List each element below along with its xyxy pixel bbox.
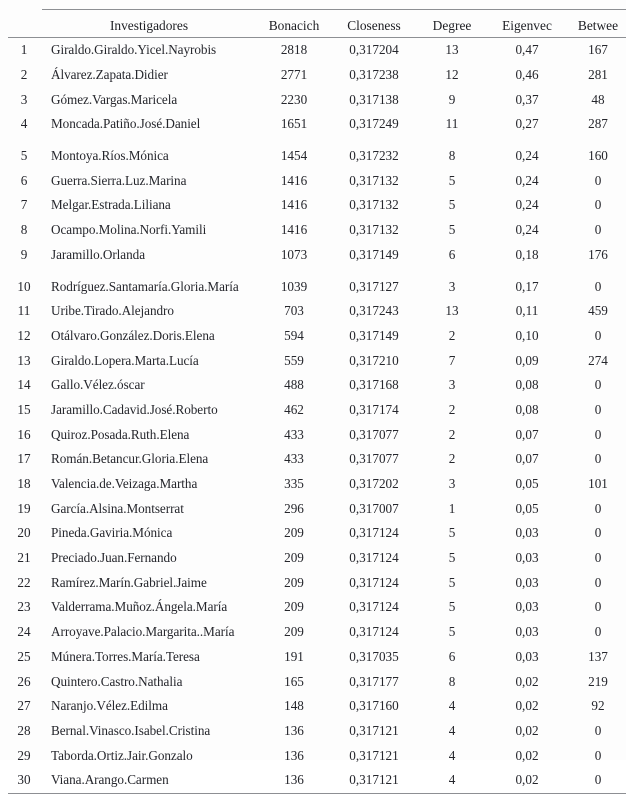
- row-eigenvec: 0,46: [515, 67, 539, 83]
- row-index: 15: [17, 401, 31, 417]
- row-degree: 5: [448, 197, 456, 213]
- row-index: 24: [17, 624, 31, 640]
- table-row: [8, 743, 626, 768]
- row-eigenvec: 0,02: [515, 747, 539, 763]
- row-bonacich: 335: [284, 476, 304, 492]
- row-bonacich: 209: [284, 599, 304, 615]
- row-bonacich: 1416: [280, 222, 308, 238]
- row-betwee: 101: [588, 476, 608, 492]
- row-betwee: 0: [594, 747, 602, 763]
- row-index: 27: [17, 698, 31, 714]
- row-investigador: Viana.Arango.Carmen: [51, 772, 169, 788]
- row-closeness: 0,317077: [349, 451, 399, 467]
- row-closeness: 0,317124: [349, 550, 399, 566]
- row-closeness: 0,317202: [349, 476, 399, 492]
- row-index: 1: [20, 42, 28, 58]
- row-bonacich: 433: [284, 426, 304, 442]
- row-betwee: 281: [588, 67, 608, 83]
- row-betwee: 0: [594, 574, 602, 590]
- row-degree: 5: [448, 222, 456, 238]
- top-rule-segment: [332, 0, 416, 10]
- table-row: [8, 193, 626, 218]
- row-index: 13: [17, 352, 31, 368]
- row-bonacich: 136: [284, 722, 304, 738]
- row-eigenvec: 0,08: [515, 401, 539, 417]
- row-degree: 4: [448, 722, 456, 738]
- row-degree: 4: [448, 698, 456, 714]
- row-index: 3: [20, 91, 28, 107]
- row-eigenvec: 0,05: [515, 500, 539, 516]
- bottom-rule: [8, 793, 626, 804]
- row-betwee: 0: [594, 278, 602, 294]
- row-betwee: 176: [588, 246, 608, 262]
- row-bonacich: 2230: [280, 91, 308, 107]
- row-investigador: Arroyave.Palacio.Margarita..María: [51, 624, 235, 640]
- row-degree: 4: [448, 747, 456, 763]
- row-investigador: Montoya.Ríos.Mónica: [51, 148, 169, 164]
- row-betwee: 0: [594, 624, 602, 640]
- row-bonacich: 1073: [280, 246, 308, 262]
- row-closeness: 0,317007: [349, 500, 399, 516]
- column-header-degree: Degree: [416, 10, 488, 38]
- column-header-index: [8, 10, 42, 38]
- table-row: [8, 472, 626, 497]
- row-degree: 11: [445, 116, 459, 132]
- row-bonacich: 1651: [280, 116, 308, 132]
- row-degree: 3: [448, 278, 456, 294]
- row-betwee: 287: [588, 116, 608, 132]
- row-eigenvec: 0,24: [515, 197, 539, 213]
- row-betwee: 0: [594, 722, 602, 738]
- row-betwee: 219: [588, 673, 608, 689]
- row-bonacich: 296: [284, 500, 304, 516]
- row-eigenvec: 0,37: [515, 91, 539, 107]
- row-closeness: 0,317124: [349, 624, 399, 640]
- row-index: 21: [17, 550, 31, 566]
- row-investigador: Naranjo.Vélez.Edilma: [51, 698, 168, 714]
- table-row: [8, 570, 626, 595]
- table-row: [8, 768, 626, 793]
- row-eigenvec: 0,03: [515, 574, 539, 590]
- row-investigador: Preciado.Juan.Fernando: [51, 550, 177, 566]
- column-header-investigadores: Investigadores: [42, 10, 256, 38]
- row-betwee: 0: [594, 197, 602, 213]
- row-investigador: Quintero.Castro.Nathalia: [51, 673, 183, 689]
- row-betwee: 274: [588, 352, 608, 368]
- top-rule-segment: [416, 0, 488, 10]
- row-eigenvec: 0,07: [515, 426, 539, 442]
- column-header-bonacich: Bonacich: [256, 10, 332, 38]
- row-index: 14: [17, 377, 31, 393]
- table-row: [8, 168, 626, 193]
- row-index: 22: [17, 574, 31, 590]
- row-betwee: 0: [594, 525, 602, 541]
- row-betwee: 0: [594, 426, 602, 442]
- row-index: 30: [17, 772, 31, 788]
- row-investigador: Taborda.Ortiz.Jair.Gonzalo: [51, 747, 193, 763]
- row-betwee: 167: [588, 42, 608, 58]
- row-bonacich: 1416: [280, 172, 308, 188]
- researchers-centrality-table: [8, 0, 626, 804]
- row-eigenvec: 0,24: [515, 172, 539, 188]
- row-investigador: Giraldo.Lopera.Marta.Lucía: [51, 352, 199, 368]
- row-investigador: Álvarez.Zapata.Didier: [51, 67, 168, 83]
- row-bonacich: 1454: [280, 148, 308, 164]
- row-investigador: Jaramillo.Orlanda: [51, 246, 145, 262]
- row-degree: 2: [448, 451, 456, 467]
- row-eigenvec: 0,03: [515, 648, 539, 664]
- row-index: 28: [17, 722, 31, 738]
- row-closeness: 0,317177: [349, 673, 399, 689]
- row-investigador: Guerra.Sierra.Luz.Marina: [51, 172, 187, 188]
- table-row: [8, 546, 626, 571]
- row-betwee: 48: [591, 91, 605, 107]
- row-bonacich: 433: [284, 451, 304, 467]
- row-investigador: Melgar.Estrada.Liliana: [51, 197, 171, 213]
- row-degree: 1: [448, 500, 456, 516]
- top-rule-segment: [256, 0, 332, 10]
- row-bonacich: 209: [284, 525, 304, 541]
- row-closeness: 0,317204: [349, 42, 399, 58]
- row-closeness: 0,317121: [349, 747, 399, 763]
- row-eigenvec: 0,08: [515, 377, 539, 393]
- column-header-eigenvec: Eigenvec: [488, 10, 566, 38]
- table-row: [8, 218, 626, 243]
- row-index: 2: [20, 67, 28, 83]
- row-eigenvec: 0,10: [515, 327, 539, 343]
- row-index: 9: [20, 246, 28, 262]
- row-degree: 5: [448, 599, 456, 615]
- row-bonacich: 462: [284, 401, 304, 417]
- table-row: [8, 719, 626, 744]
- row-index: 26: [17, 673, 31, 689]
- row-eigenvec: 0,27: [515, 116, 539, 132]
- row-closeness: 0,317124: [349, 599, 399, 615]
- table-row: [8, 422, 626, 447]
- table-row: [8, 398, 626, 423]
- row-degree: 2: [448, 426, 456, 442]
- row-investigador: Quiroz.Posada.Ruth.Elena: [51, 426, 190, 442]
- row-closeness: 0,317124: [349, 525, 399, 541]
- row-investigador: Jaramillo.Cadavid.José.Roberto: [51, 401, 218, 417]
- row-eigenvec: 0,24: [515, 148, 539, 164]
- row-degree: 8: [448, 148, 456, 164]
- row-eigenvec: 0,03: [515, 624, 539, 640]
- table-row: [8, 38, 626, 63]
- top-rule-segment: [42, 0, 256, 10]
- table-row: [8, 373, 626, 398]
- row-investigador: Valencia.de.Veizaga.Martha: [51, 476, 198, 492]
- row-closeness: 0,317249: [349, 116, 399, 132]
- table-header-row: [8, 10, 626, 38]
- row-index: 12: [17, 327, 31, 343]
- row-eigenvec: 0,47: [515, 42, 539, 58]
- table-row: [8, 645, 626, 670]
- row-index: 16: [17, 426, 31, 442]
- top-rule-segment: [566, 0, 626, 10]
- table-row: [8, 447, 626, 472]
- row-index: 11: [17, 303, 31, 319]
- table-row: [8, 620, 626, 645]
- row-investigador: Gallo.Vélez.óscar: [51, 377, 145, 393]
- row-closeness: 0,317238: [349, 67, 399, 83]
- table-row: [8, 669, 626, 694]
- row-closeness: 0,317124: [349, 574, 399, 590]
- row-closeness: 0,317127: [349, 278, 399, 294]
- row-betwee: 160: [588, 148, 608, 164]
- table-row: [8, 87, 626, 112]
- row-degree: 9: [448, 91, 456, 107]
- row-betwee: 0: [594, 599, 602, 615]
- table-row: [8, 144, 626, 169]
- row-investigador: Moncada.Patiño.José.Daniel: [51, 116, 201, 132]
- top-rule-segment: [488, 0, 566, 10]
- row-bonacich: 1416: [280, 197, 308, 213]
- row-closeness: 0,317243: [349, 303, 399, 319]
- row-eigenvec: 0,05: [515, 476, 539, 492]
- row-investigador: Uribe.Tirado.Alejandro: [51, 303, 174, 319]
- table-row: [8, 112, 626, 144]
- row-bonacich: 209: [284, 550, 304, 566]
- row-closeness: 0,317174: [349, 401, 399, 417]
- row-degree: 3: [448, 476, 456, 492]
- row-investigador: Valderrama.Muñoz.Ángela.María: [51, 599, 228, 615]
- row-betwee: 0: [594, 377, 602, 393]
- row-closeness: 0,317149: [349, 246, 399, 262]
- row-bonacich: 1039: [280, 278, 308, 294]
- table-body: [8, 38, 626, 794]
- row-betwee: 0: [594, 327, 602, 343]
- row-betwee: 0: [594, 222, 602, 238]
- row-investigador: Otálvaro.González.Doris.Elena: [51, 327, 215, 343]
- table-row: [8, 243, 626, 275]
- row-degree: 8: [448, 673, 456, 689]
- row-degree: 7: [448, 352, 456, 368]
- row-index: 17: [17, 451, 31, 467]
- top-rule-spacer: [8, 0, 42, 10]
- row-bonacich: 209: [284, 574, 304, 590]
- row-eigenvec: 0,02: [515, 772, 539, 788]
- table-row: [8, 496, 626, 521]
- table-row: [8, 324, 626, 349]
- row-degree: 5: [448, 172, 456, 188]
- table-top-rule-row: [8, 0, 626, 10]
- table-row: [8, 521, 626, 546]
- row-betwee: 0: [594, 401, 602, 417]
- row-eigenvec: 0,11: [515, 303, 539, 319]
- row-investigador: Román.Betancur.Gloria.Elena: [51, 451, 209, 467]
- row-degree: 12: [445, 67, 459, 83]
- row-bonacich: 191: [284, 648, 304, 664]
- row-investigador: Bernal.Vinasco.Isabel.Cristina: [51, 722, 211, 738]
- row-betwee: 0: [594, 772, 602, 788]
- table-foot: [8, 793, 626, 804]
- row-index: 19: [17, 500, 31, 516]
- row-closeness: 0,317121: [349, 772, 399, 788]
- table-row: [8, 595, 626, 620]
- row-bonacich: 165: [284, 673, 304, 689]
- row-degree: 13: [445, 303, 459, 319]
- table-row: [8, 694, 626, 719]
- table-row: [8, 348, 626, 373]
- row-degree: 2: [448, 327, 456, 343]
- row-bonacich: 2818: [280, 42, 308, 58]
- row-degree: 4: [448, 772, 456, 788]
- row-eigenvec: 0,18: [515, 246, 539, 262]
- table-bottom-rule-row: [8, 793, 626, 804]
- row-degree: 5: [448, 574, 456, 590]
- row-betwee: 0: [594, 500, 602, 516]
- row-bonacich: 559: [284, 352, 304, 368]
- row-investigador: Rodríguez.Santamaría.Gloria.María: [51, 278, 239, 294]
- row-investigador: Gómez.Vargas.Maricela: [51, 91, 178, 107]
- row-bonacich: 136: [284, 747, 304, 763]
- row-betwee: 137: [588, 648, 608, 664]
- row-bonacich: 209: [284, 624, 304, 640]
- row-degree: 5: [448, 624, 456, 640]
- row-eigenvec: 0,17: [515, 278, 539, 294]
- row-index: 29: [17, 747, 31, 763]
- row-index: 20: [17, 525, 31, 541]
- row-index: 7: [20, 197, 28, 213]
- row-investigador: Pineda.Gaviria.Mónica: [51, 525, 173, 541]
- row-closeness: 0,317168: [349, 377, 399, 393]
- row-investigador: García.Alsina.Montserrat: [51, 500, 184, 516]
- row-degree: 13: [445, 42, 459, 58]
- row-eigenvec: 0,03: [515, 525, 539, 541]
- row-closeness: 0,317035: [349, 648, 399, 664]
- row-closeness: 0,317160: [349, 698, 399, 714]
- row-eigenvec: 0,02: [515, 673, 539, 689]
- row-degree: 5: [448, 525, 456, 541]
- row-bonacich: 136: [284, 772, 304, 788]
- row-closeness: 0,317210: [349, 352, 399, 368]
- row-investigador: Giraldo.Giraldo.Yicel.Nayrobis: [51, 42, 217, 58]
- row-betwee: 0: [594, 550, 602, 566]
- row-investigador: Ramírez.Marín.Gabriel.Jaime: [51, 574, 207, 590]
- row-betwee: 0: [594, 172, 602, 188]
- row-degree: 2: [448, 401, 456, 417]
- row-eigenvec: 0,02: [515, 722, 539, 738]
- row-closeness: 0,317132: [349, 197, 399, 213]
- row-index: 10: [17, 278, 31, 294]
- row-investigador: Ocampo.Molina.Norfi.Yamili: [51, 222, 207, 238]
- row-investigador: Múnera.Torres.María.Teresa: [51, 648, 200, 664]
- column-header-betwee: Betwee: [566, 10, 626, 38]
- table-head: [8, 0, 626, 38]
- row-degree: 3: [448, 377, 456, 393]
- row-bonacich: 2771: [280, 67, 308, 83]
- row-closeness: 0,317232: [349, 148, 399, 164]
- row-betwee: 0: [594, 451, 602, 467]
- column-header-closeness: Closeness: [332, 10, 416, 38]
- row-index: 6: [20, 172, 28, 188]
- row-bonacich: 703: [284, 303, 304, 319]
- row-degree: 6: [448, 648, 456, 664]
- table-row: [8, 299, 626, 324]
- row-eigenvec: 0,24: [515, 222, 539, 238]
- row-degree: 5: [448, 550, 456, 566]
- row-index: 25: [17, 648, 31, 664]
- row-eigenvec: 0,02: [515, 698, 539, 714]
- table-row: [8, 274, 626, 299]
- row-index: 5: [20, 148, 28, 164]
- row-closeness: 0,317132: [349, 172, 399, 188]
- row-closeness: 0,317121: [349, 722, 399, 738]
- row-betwee: 459: [588, 303, 608, 319]
- row-eigenvec: 0,03: [515, 550, 539, 566]
- row-bonacich: 148: [284, 698, 304, 714]
- row-betwee: 92: [591, 698, 605, 714]
- row-closeness: 0,317132: [349, 222, 399, 238]
- row-eigenvec: 0,09: [515, 352, 539, 368]
- row-eigenvec: 0,07: [515, 451, 539, 467]
- table-row: [8, 63, 626, 88]
- row-eigenvec: 0,03: [515, 599, 539, 615]
- row-degree: 6: [448, 246, 456, 262]
- row-closeness: 0,317077: [349, 426, 399, 442]
- row-index: 8: [20, 222, 28, 238]
- row-bonacich: 594: [284, 327, 304, 343]
- row-index: 4: [20, 116, 28, 132]
- row-closeness: 0,317149: [349, 327, 399, 343]
- row-bonacich: 488: [284, 377, 304, 393]
- row-index: 23: [17, 599, 31, 615]
- row-closeness: 0,317138: [349, 91, 399, 107]
- row-index: 18: [17, 476, 31, 492]
